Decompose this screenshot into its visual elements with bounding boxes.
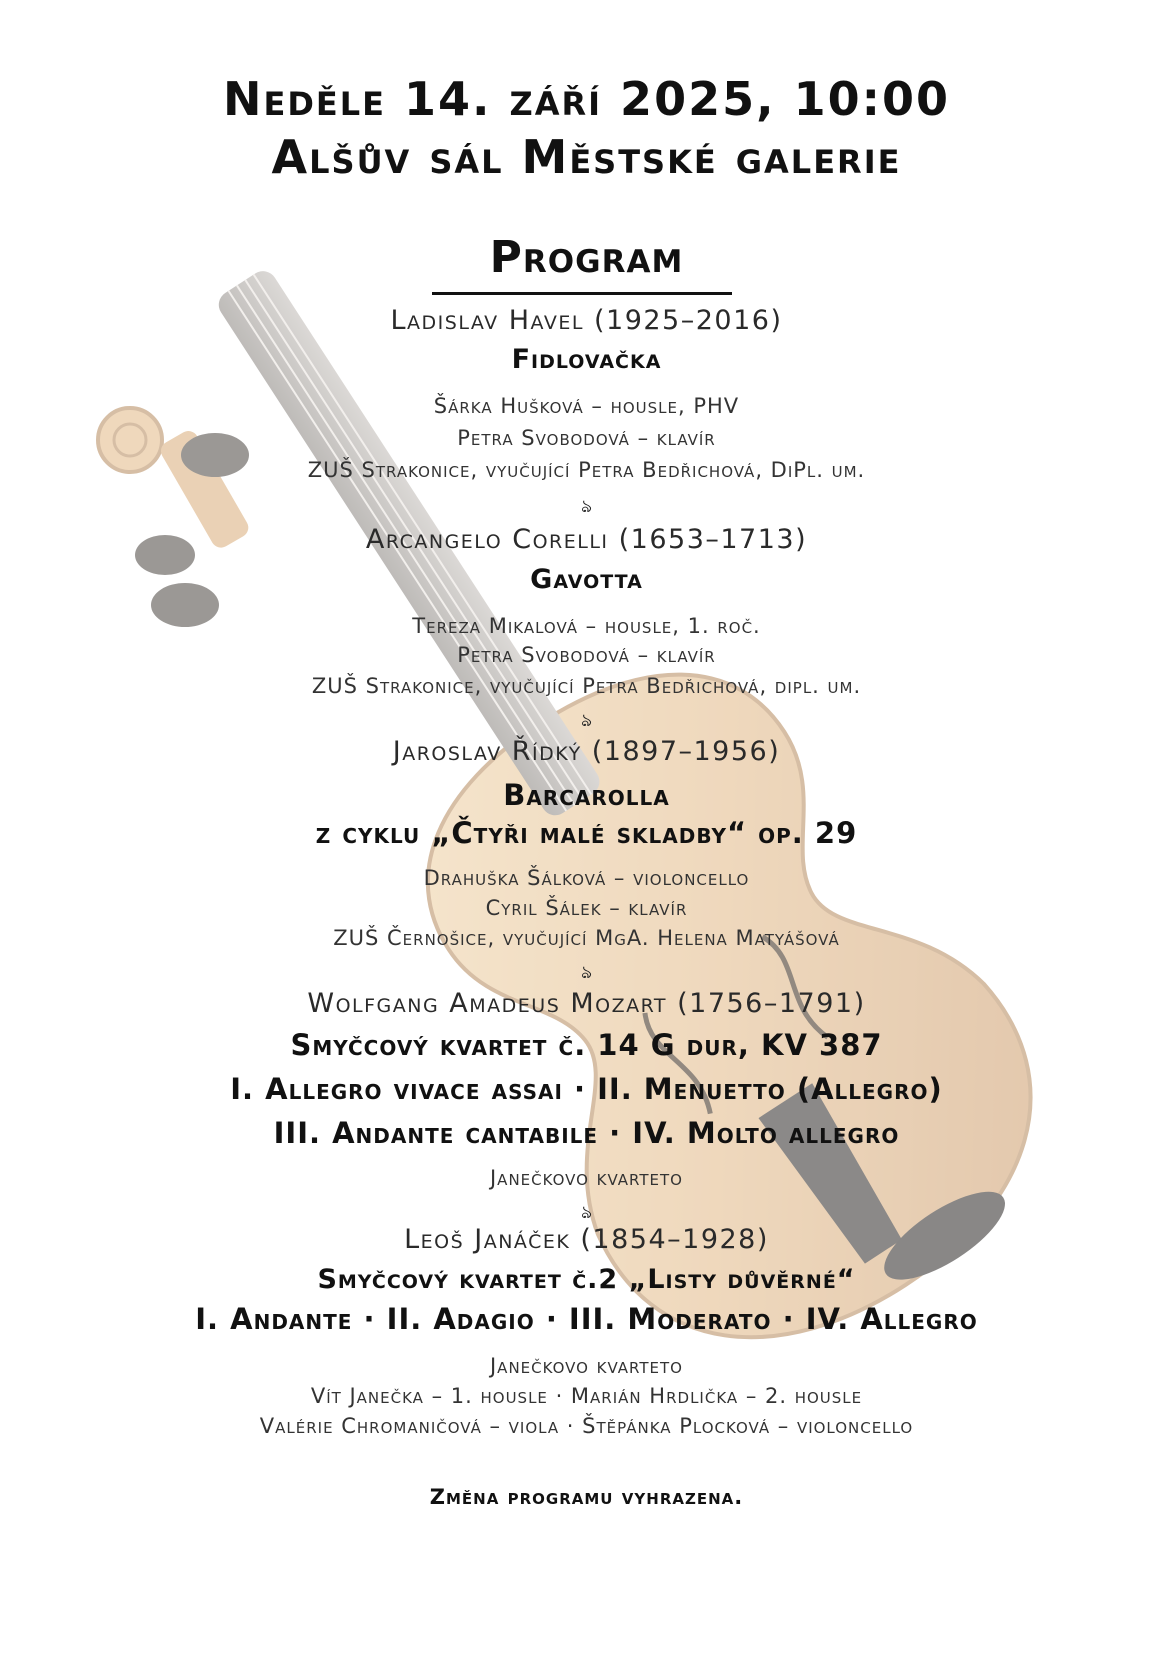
ornament-divider: ঌ — [581, 962, 592, 983]
piece-2-performer-1: Tereza Mikalová – housle, 1. roč. — [412, 614, 761, 638]
piece-4-work: Smyčcový kvartet č. 14 G dur, KV 387 — [290, 1028, 883, 1062]
ornament-divider: ঌ — [581, 1202, 592, 1223]
piece-5-work: Smyčcový kvartet č.2 „Listy důvěrné“ — [317, 1264, 856, 1295]
event-date-time: Neděle 14. září 2025, 10:00 — [222, 72, 951, 126]
event-venue: Alšův sál Městské galerie — [271, 130, 902, 184]
piece-3-performer-1: Drahuška Šálková – violoncello — [423, 866, 750, 890]
piece-3-work: Barcarolla — [503, 778, 670, 812]
piece-5-ensemble: Janečkovo kvarteto — [489, 1354, 683, 1378]
piece-1-work: Fidlovačka — [511, 344, 662, 375]
program-change-notice: Změna programu vyhrazena. — [429, 1485, 744, 1509]
piece-4-movements-1: I. Allegro vivace assai · II. Menuetto (Allegro) — [230, 1072, 943, 1106]
piece-2-school: ZUŠ Strakonice, vyučující Petra Bedřichová, dipl. um. — [311, 674, 862, 698]
piece-2-composer: Arcangelo Corelli (1653–1713) — [365, 524, 808, 555]
ornament-divider: ঌ — [581, 496, 592, 517]
piece-4-ensemble: Janečkovo kvarteto — [489, 1166, 683, 1190]
piece-3-composer: Jaroslav Řídký (1897–1956) — [392, 736, 781, 767]
piece-3-performer-2: Cyril Šálek – klavír — [485, 896, 688, 920]
piece-5-members-1: Vít Janečka – 1. housle · Marián Hrdlička – 2. housle — [310, 1384, 863, 1408]
piece-5-members-2: Valérie Chromaničová – viola · Štěpánka Plocková – violoncello — [259, 1414, 914, 1438]
piece-2-performer-2: Petra Svobodová – klavír — [457, 643, 716, 667]
piece-1-performer-2: Petra Svobodová – klavír — [457, 426, 716, 450]
piece-4-composer: Wolfgang Amadeus Mozart (1756–1791) — [307, 988, 866, 1019]
piece-1-composer: Ladislav Havel (1925–2016) — [390, 305, 783, 336]
piece-1-performer-1: Šárka Hušková – housle, PHV — [433, 394, 740, 418]
ornament-divider: ঌ — [581, 710, 592, 731]
piece-4-movements-2: III. Andante cantabile · IV. Molto allegro — [273, 1116, 900, 1150]
program-title: Program — [489, 232, 684, 283]
piece-5-composer: Leoš Janáček (1854–1928) — [404, 1224, 769, 1255]
piece-2-work: Gavotta — [530, 564, 643, 595]
piece-3-work-cycle: z cyklu „Čtyři malé skladby“ op. 29 — [315, 816, 858, 850]
program-title-underline — [432, 292, 732, 295]
piece-3-school: ZUŠ Černošice, vyučující MgA. Helena Matyášová — [333, 926, 840, 950]
piece-5-movements: I. Andante · II. Adagio · III. Moderato · IV. Allegro — [195, 1302, 978, 1336]
piece-1-school: ZUŠ Strakonice, vyučující Petra Bedřichová, DiPl. um. — [307, 458, 866, 482]
